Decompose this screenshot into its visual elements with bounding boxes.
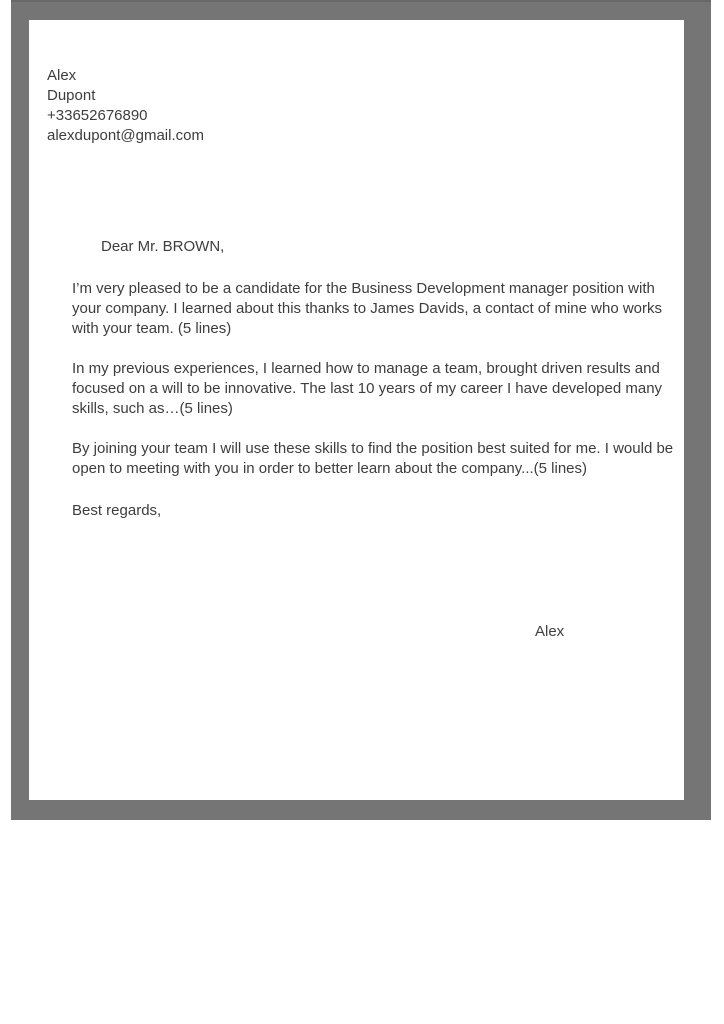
sender-first-name: Alex (47, 67, 77, 84)
paragraph-line: In my previous experiences, I learned how to manage a team, brought driven results and (72, 360, 660, 377)
closing: Best regards, (72, 502, 162, 519)
paragraph-line: focused on a will to be innovative. The last 10 years of my career I have developed many (72, 380, 663, 397)
signature-name: Alex (535, 623, 565, 640)
sender-phone: +33652676890 (47, 107, 148, 124)
paragraph-line: I’m very pleased to be a candidate for the Business Development manager position with (72, 280, 655, 297)
paragraph-introduction (72, 279, 662, 339)
letter-frame (11, 0, 711, 820)
paragraph-conclusion (72, 439, 673, 479)
paragraph-line: with your team. (5 lines) (72, 320, 232, 337)
salutation: Dear Mr. BROWN, (101, 238, 225, 255)
letter-page (29, 20, 684, 800)
sender-block (47, 66, 204, 146)
paragraph-line: your company. I learned about this thanks to James Davids, a contact of mine who works (72, 300, 663, 317)
paragraph-line: open to meeting with you in order to better learn about the company...(5 lines) (72, 460, 588, 477)
sender-email: alexdupont@gmail.com (47, 127, 204, 144)
paragraph-line: skills, such as…(5 lines) (72, 400, 233, 417)
paragraph-experience (72, 359, 662, 419)
sender-last-name: Dupont (47, 87, 96, 104)
paragraph-line: By joining your team I will use these skills to find the position best suited for me. I would be (72, 440, 674, 457)
